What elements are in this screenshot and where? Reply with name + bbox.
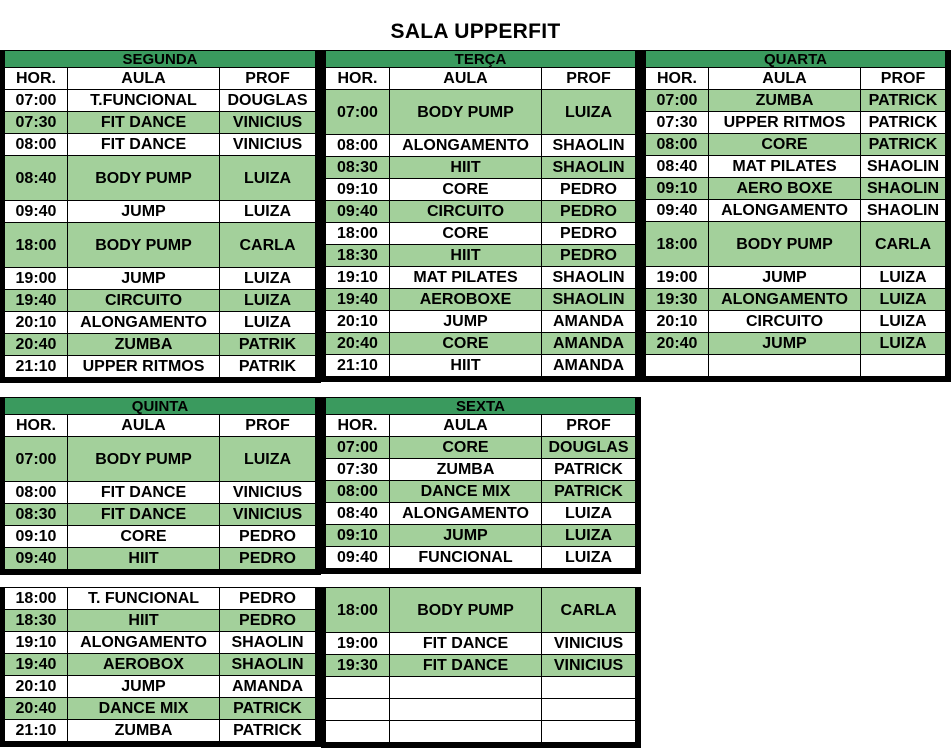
table-row <box>326 459 636 481</box>
hour-cell: 18:00 <box>646 222 709 267</box>
table-row <box>5 201 316 223</box>
class-cell: ALONGAMENTO <box>68 312 220 334</box>
page-title: SALA UPPERFIT <box>390 20 561 43</box>
teacher-cell: SHAOLIN <box>861 178 946 200</box>
table-row <box>326 437 636 459</box>
teacher-cell: LUIZA <box>542 90 636 135</box>
table-row <box>5 632 316 654</box>
hour-cell: 19:10 <box>326 267 390 289</box>
table-row <box>326 677 636 699</box>
table-row <box>646 178 946 200</box>
table-row <box>5 654 316 676</box>
teacher-cell: LUIZA <box>542 525 636 547</box>
class-cell: AERO BOXE <box>709 178 861 200</box>
col-class: AULA <box>390 415 542 437</box>
hour-cell: 21:10 <box>326 355 390 377</box>
class-cell: CORE <box>390 179 542 201</box>
class-cell <box>390 721 542 743</box>
table-row <box>5 156 316 201</box>
class-cell: JUMP <box>709 333 861 355</box>
teacher-cell: VINICIUS <box>542 633 636 655</box>
table-row <box>5 720 316 742</box>
teacher-cell: CARLA <box>220 223 316 268</box>
teacher-cell: DOUGLAS <box>220 90 316 112</box>
table-row <box>5 698 316 720</box>
class-cell: T.FUNCIONAL <box>68 90 220 112</box>
class-cell: CORE <box>390 333 542 355</box>
teacher-cell: PEDRO <box>542 179 636 201</box>
table-sexta-evening <box>321 587 641 748</box>
table-quinta-evening <box>0 587 321 747</box>
table-row <box>326 525 636 547</box>
hour-cell: 08:40 <box>326 503 390 525</box>
class-cell: HIIT <box>390 157 542 179</box>
table-row <box>326 267 636 289</box>
class-cell: DANCE MIX <box>68 698 220 720</box>
teacher-cell: PEDRO <box>220 526 316 548</box>
class-cell: JUMP <box>709 267 861 289</box>
hour-cell: 07:30 <box>326 459 390 481</box>
column-header-row <box>326 415 636 437</box>
hour-cell <box>326 699 390 721</box>
class-cell: ALONGAMENTO <box>390 503 542 525</box>
teacher-cell: LUIZA <box>220 201 316 223</box>
class-cell: FIT DANCE <box>68 482 220 504</box>
teacher-cell: AMANDA <box>542 311 636 333</box>
table-row <box>326 699 636 721</box>
table-row <box>5 312 316 334</box>
table-row <box>326 157 636 179</box>
table-row <box>5 112 316 134</box>
class-cell: CORE <box>709 134 861 156</box>
teacher-cell: VINICIUS <box>220 134 316 156</box>
class-cell: HIIT <box>390 355 542 377</box>
table-row <box>5 588 316 610</box>
table-row <box>5 437 316 482</box>
teacher-cell: PEDRO <box>542 223 636 245</box>
teacher-cell: LUIZA <box>861 267 946 289</box>
class-cell: FIT DANCE <box>68 134 220 156</box>
hour-cell: 09:40 <box>5 548 68 570</box>
hour-cell: 09:40 <box>646 200 709 222</box>
class-cell: JUMP <box>390 525 542 547</box>
class-cell: FIT DANCE <box>68 112 220 134</box>
table-row <box>326 311 636 333</box>
class-cell: BODY PUMP <box>709 222 861 267</box>
table-row <box>326 503 636 525</box>
table-row <box>646 289 946 311</box>
hour-cell: 20:10 <box>326 311 390 333</box>
table-row <box>5 334 316 356</box>
table-row <box>5 676 316 698</box>
hour-cell <box>646 355 709 377</box>
teacher-cell: VINICIUS <box>220 482 316 504</box>
hour-cell: 19:00 <box>5 268 68 290</box>
teacher-cell: LUIZA <box>220 312 316 334</box>
hour-cell <box>326 677 390 699</box>
class-cell: JUMP <box>68 268 220 290</box>
day-header-segunda: SEGUNDA <box>5 51 316 68</box>
col-class: AULA <box>68 415 220 437</box>
day-header-quarta: QUARTA <box>646 51 946 68</box>
table-row <box>5 268 316 290</box>
hour-cell: 21:10 <box>5 356 68 378</box>
class-cell: ZUMBA <box>390 459 542 481</box>
hour-cell: 07:00 <box>5 90 68 112</box>
teacher-cell: LUIZA <box>220 290 316 312</box>
class-cell: DANCE MIX <box>390 481 542 503</box>
teacher-cell: PATRIK <box>220 356 316 378</box>
teacher-cell: PATRICK <box>861 112 946 134</box>
teacher-cell: LUIZA <box>220 437 316 482</box>
teacher-cell: LUIZA <box>220 268 316 290</box>
table-row <box>646 156 946 178</box>
table-row <box>326 223 636 245</box>
table-row <box>646 90 946 112</box>
hour-cell: 19:30 <box>326 655 390 677</box>
teacher-cell <box>861 355 946 377</box>
class-cell: FUNCIONAL <box>390 547 542 569</box>
hour-cell: 08:00 <box>326 481 390 503</box>
table-row <box>646 222 946 267</box>
table-row <box>326 355 636 377</box>
table-row <box>5 90 316 112</box>
teacher-cell: AMANDA <box>542 333 636 355</box>
hour-cell: 18:30 <box>5 610 68 632</box>
table-row <box>646 134 946 156</box>
class-cell: CIRCUITO <box>68 290 220 312</box>
table-row <box>326 588 636 633</box>
class-cell: HIIT <box>390 245 542 267</box>
class-cell: ALONGAMENTO <box>390 135 542 157</box>
table-row <box>326 201 636 223</box>
class-cell <box>390 699 542 721</box>
table-row <box>326 633 636 655</box>
hour-cell: 21:10 <box>5 720 68 742</box>
table-row <box>326 135 636 157</box>
teacher-cell: AMANDA <box>542 355 636 377</box>
col-teacher: PROF <box>861 68 946 90</box>
col-hour: HOR. <box>326 415 390 437</box>
hour-cell: 19:30 <box>646 289 709 311</box>
class-cell: FIT DANCE <box>390 633 542 655</box>
class-cell: CORE <box>390 223 542 245</box>
class-cell: BODY PUMP <box>390 588 542 633</box>
hour-cell: 19:40 <box>5 290 68 312</box>
hour-cell: 19:00 <box>646 267 709 289</box>
teacher-cell: PEDRO <box>220 610 316 632</box>
class-cell: ZUMBA <box>68 334 220 356</box>
teacher-cell <box>542 677 636 699</box>
hour-cell: 18:00 <box>5 588 68 610</box>
teacher-cell: SHAOLIN <box>542 289 636 311</box>
hour-cell: 08:40 <box>5 156 68 201</box>
hour-cell: 20:10 <box>646 311 709 333</box>
hour-cell: 07:00 <box>646 90 709 112</box>
hour-cell: 18:00 <box>326 223 390 245</box>
table-row <box>5 526 316 548</box>
table-row <box>5 610 316 632</box>
teacher-cell <box>542 699 636 721</box>
teacher-cell: AMANDA <box>220 676 316 698</box>
table-row <box>5 223 316 268</box>
table-quinta <box>0 397 321 575</box>
table-row <box>646 333 946 355</box>
hour-cell: 18:30 <box>326 245 390 267</box>
teacher-cell: SHAOLIN <box>542 267 636 289</box>
teacher-cell: PATRICK <box>861 90 946 112</box>
class-cell: BODY PUMP <box>68 223 220 268</box>
table-row <box>326 289 636 311</box>
teacher-cell: PATRICK <box>542 459 636 481</box>
teacher-cell: VINICIUS <box>220 504 316 526</box>
hour-cell: 08:30 <box>326 157 390 179</box>
day-header-terca: TERÇA <box>326 51 636 68</box>
col-class: AULA <box>709 68 861 90</box>
hour-cell: 18:00 <box>5 223 68 268</box>
class-cell: JUMP <box>68 201 220 223</box>
teacher-cell: LUIZA <box>861 289 946 311</box>
hour-cell: 19:10 <box>5 632 68 654</box>
hour-cell <box>326 721 390 743</box>
class-cell: JUMP <box>68 676 220 698</box>
column-header-row <box>5 415 316 437</box>
table-row <box>646 355 946 377</box>
class-cell: ALONGAMENTO <box>709 200 861 222</box>
hour-cell: 07:00 <box>5 437 68 482</box>
class-cell: MAT PILATES <box>390 267 542 289</box>
teacher-cell: PEDRO <box>542 201 636 223</box>
col-class: AULA <box>390 68 542 90</box>
hour-cell: 08:40 <box>646 156 709 178</box>
table-row <box>5 356 316 378</box>
teacher-cell: SHAOLIN <box>220 654 316 676</box>
hour-cell: 20:10 <box>5 676 68 698</box>
hour-cell: 19:00 <box>326 633 390 655</box>
hour-cell: 20:40 <box>646 333 709 355</box>
teacher-cell: PEDRO <box>542 245 636 267</box>
class-cell <box>709 355 861 377</box>
class-cell: T. FUNCIONAL <box>68 588 220 610</box>
table-row <box>5 134 316 156</box>
hour-cell: 20:10 <box>5 312 68 334</box>
hour-cell: 09:40 <box>5 201 68 223</box>
teacher-cell: VINICIUS <box>220 112 316 134</box>
table-row <box>5 482 316 504</box>
table-sexta <box>321 397 641 574</box>
teacher-cell: SHAOLIN <box>542 157 636 179</box>
hour-cell: 19:40 <box>326 289 390 311</box>
hour-cell: 20:40 <box>5 698 68 720</box>
class-cell: AEROBOX <box>68 654 220 676</box>
hour-cell: 09:10 <box>326 179 390 201</box>
table-row <box>5 290 316 312</box>
teacher-cell: LUIZA <box>542 503 636 525</box>
hour-cell: 08:00 <box>326 135 390 157</box>
teacher-cell: DOUGLAS <box>542 437 636 459</box>
table-row <box>326 90 636 135</box>
hour-cell: 09:10 <box>646 178 709 200</box>
class-cell: ALONGAMENTO <box>709 289 861 311</box>
class-cell: CIRCUITO <box>390 201 542 223</box>
hour-cell: 20:40 <box>326 333 390 355</box>
hour-cell: 08:00 <box>5 482 68 504</box>
col-class: AULA <box>68 68 220 90</box>
column-header-row <box>5 68 316 90</box>
class-cell: UPPER RITMOS <box>68 356 220 378</box>
class-cell: BODY PUMP <box>390 90 542 135</box>
table-row <box>326 721 636 743</box>
teacher-cell: PATRICK <box>220 720 316 742</box>
class-cell: CORE <box>390 437 542 459</box>
table-row <box>326 179 636 201</box>
col-teacher: PROF <box>542 68 636 90</box>
col-hour: HOR. <box>326 68 390 90</box>
column-header-row <box>326 68 636 90</box>
class-cell: CORE <box>68 526 220 548</box>
teacher-cell: PATRICK <box>542 481 636 503</box>
hour-cell: 09:40 <box>326 201 390 223</box>
hour-cell: 09:10 <box>5 526 68 548</box>
teacher-cell: LUIZA <box>220 156 316 201</box>
table-row <box>326 655 636 677</box>
table-row <box>646 112 946 134</box>
table-row <box>326 547 636 569</box>
class-cell: ZUMBA <box>68 720 220 742</box>
table-row <box>326 333 636 355</box>
class-cell: FIT DANCE <box>68 504 220 526</box>
class-cell: BODY PUMP <box>68 156 220 201</box>
table-quarta <box>641 50 951 382</box>
col-hour: HOR. <box>5 68 68 90</box>
table-terca <box>321 50 641 382</box>
col-teacher: PROF <box>542 415 636 437</box>
col-teacher: PROF <box>220 415 316 437</box>
class-cell: JUMP <box>390 311 542 333</box>
hour-cell: 07:30 <box>5 112 68 134</box>
class-cell: HIIT <box>68 610 220 632</box>
table-row <box>326 245 636 267</box>
teacher-cell: LUIZA <box>542 547 636 569</box>
teacher-cell: VINICIUS <box>542 655 636 677</box>
hour-cell: 20:40 <box>5 334 68 356</box>
day-header-quinta: QUINTA <box>5 398 316 415</box>
table-row <box>5 504 316 526</box>
class-cell: FIT DANCE <box>390 655 542 677</box>
teacher-cell <box>542 721 636 743</box>
teacher-cell: PATRICK <box>861 134 946 156</box>
hour-cell: 09:10 <box>326 525 390 547</box>
teacher-cell: PATRIK <box>220 334 316 356</box>
class-cell: ZUMBA <box>709 90 861 112</box>
hour-cell: 08:00 <box>5 134 68 156</box>
teacher-cell: SHAOLIN <box>861 156 946 178</box>
table-row <box>326 481 636 503</box>
table-row <box>5 548 316 570</box>
table-row <box>646 267 946 289</box>
class-cell: MAT PILATES <box>709 156 861 178</box>
day-header-sexta: SEXTA <box>326 398 636 415</box>
hour-cell: 19:40 <box>5 654 68 676</box>
column-header-row <box>646 68 946 90</box>
hour-cell: 18:00 <box>326 588 390 633</box>
teacher-cell: SHAOLIN <box>861 200 946 222</box>
hour-cell: 07:00 <box>326 90 390 135</box>
teacher-cell: SHAOLIN <box>542 135 636 157</box>
hour-cell: 09:40 <box>326 547 390 569</box>
class-cell: BODY PUMP <box>68 437 220 482</box>
col-hour: HOR. <box>5 415 68 437</box>
class-cell <box>390 677 542 699</box>
hour-cell: 07:30 <box>646 112 709 134</box>
class-cell: AEROBOXE <box>390 289 542 311</box>
teacher-cell: PATRICK <box>220 698 316 720</box>
table-row <box>646 311 946 333</box>
teacher-cell: CARLA <box>542 588 636 633</box>
hour-cell: 07:00 <box>326 437 390 459</box>
teacher-cell: CARLA <box>861 222 946 267</box>
table-segunda <box>0 50 321 383</box>
teacher-cell: PEDRO <box>220 588 316 610</box>
hour-cell: 08:00 <box>646 134 709 156</box>
hour-cell: 08:30 <box>5 504 68 526</box>
teacher-cell: LUIZA <box>861 311 946 333</box>
col-hour: HOR. <box>646 68 709 90</box>
col-teacher: PROF <box>220 68 316 90</box>
table-row <box>646 200 946 222</box>
class-cell: HIIT <box>68 548 220 570</box>
class-cell: UPPER RITMOS <box>709 112 861 134</box>
class-cell: CIRCUITO <box>709 311 861 333</box>
class-cell: ALONGAMENTO <box>68 632 220 654</box>
teacher-cell: PEDRO <box>220 548 316 570</box>
teacher-cell: LUIZA <box>861 333 946 355</box>
teacher-cell: SHAOLIN <box>220 632 316 654</box>
